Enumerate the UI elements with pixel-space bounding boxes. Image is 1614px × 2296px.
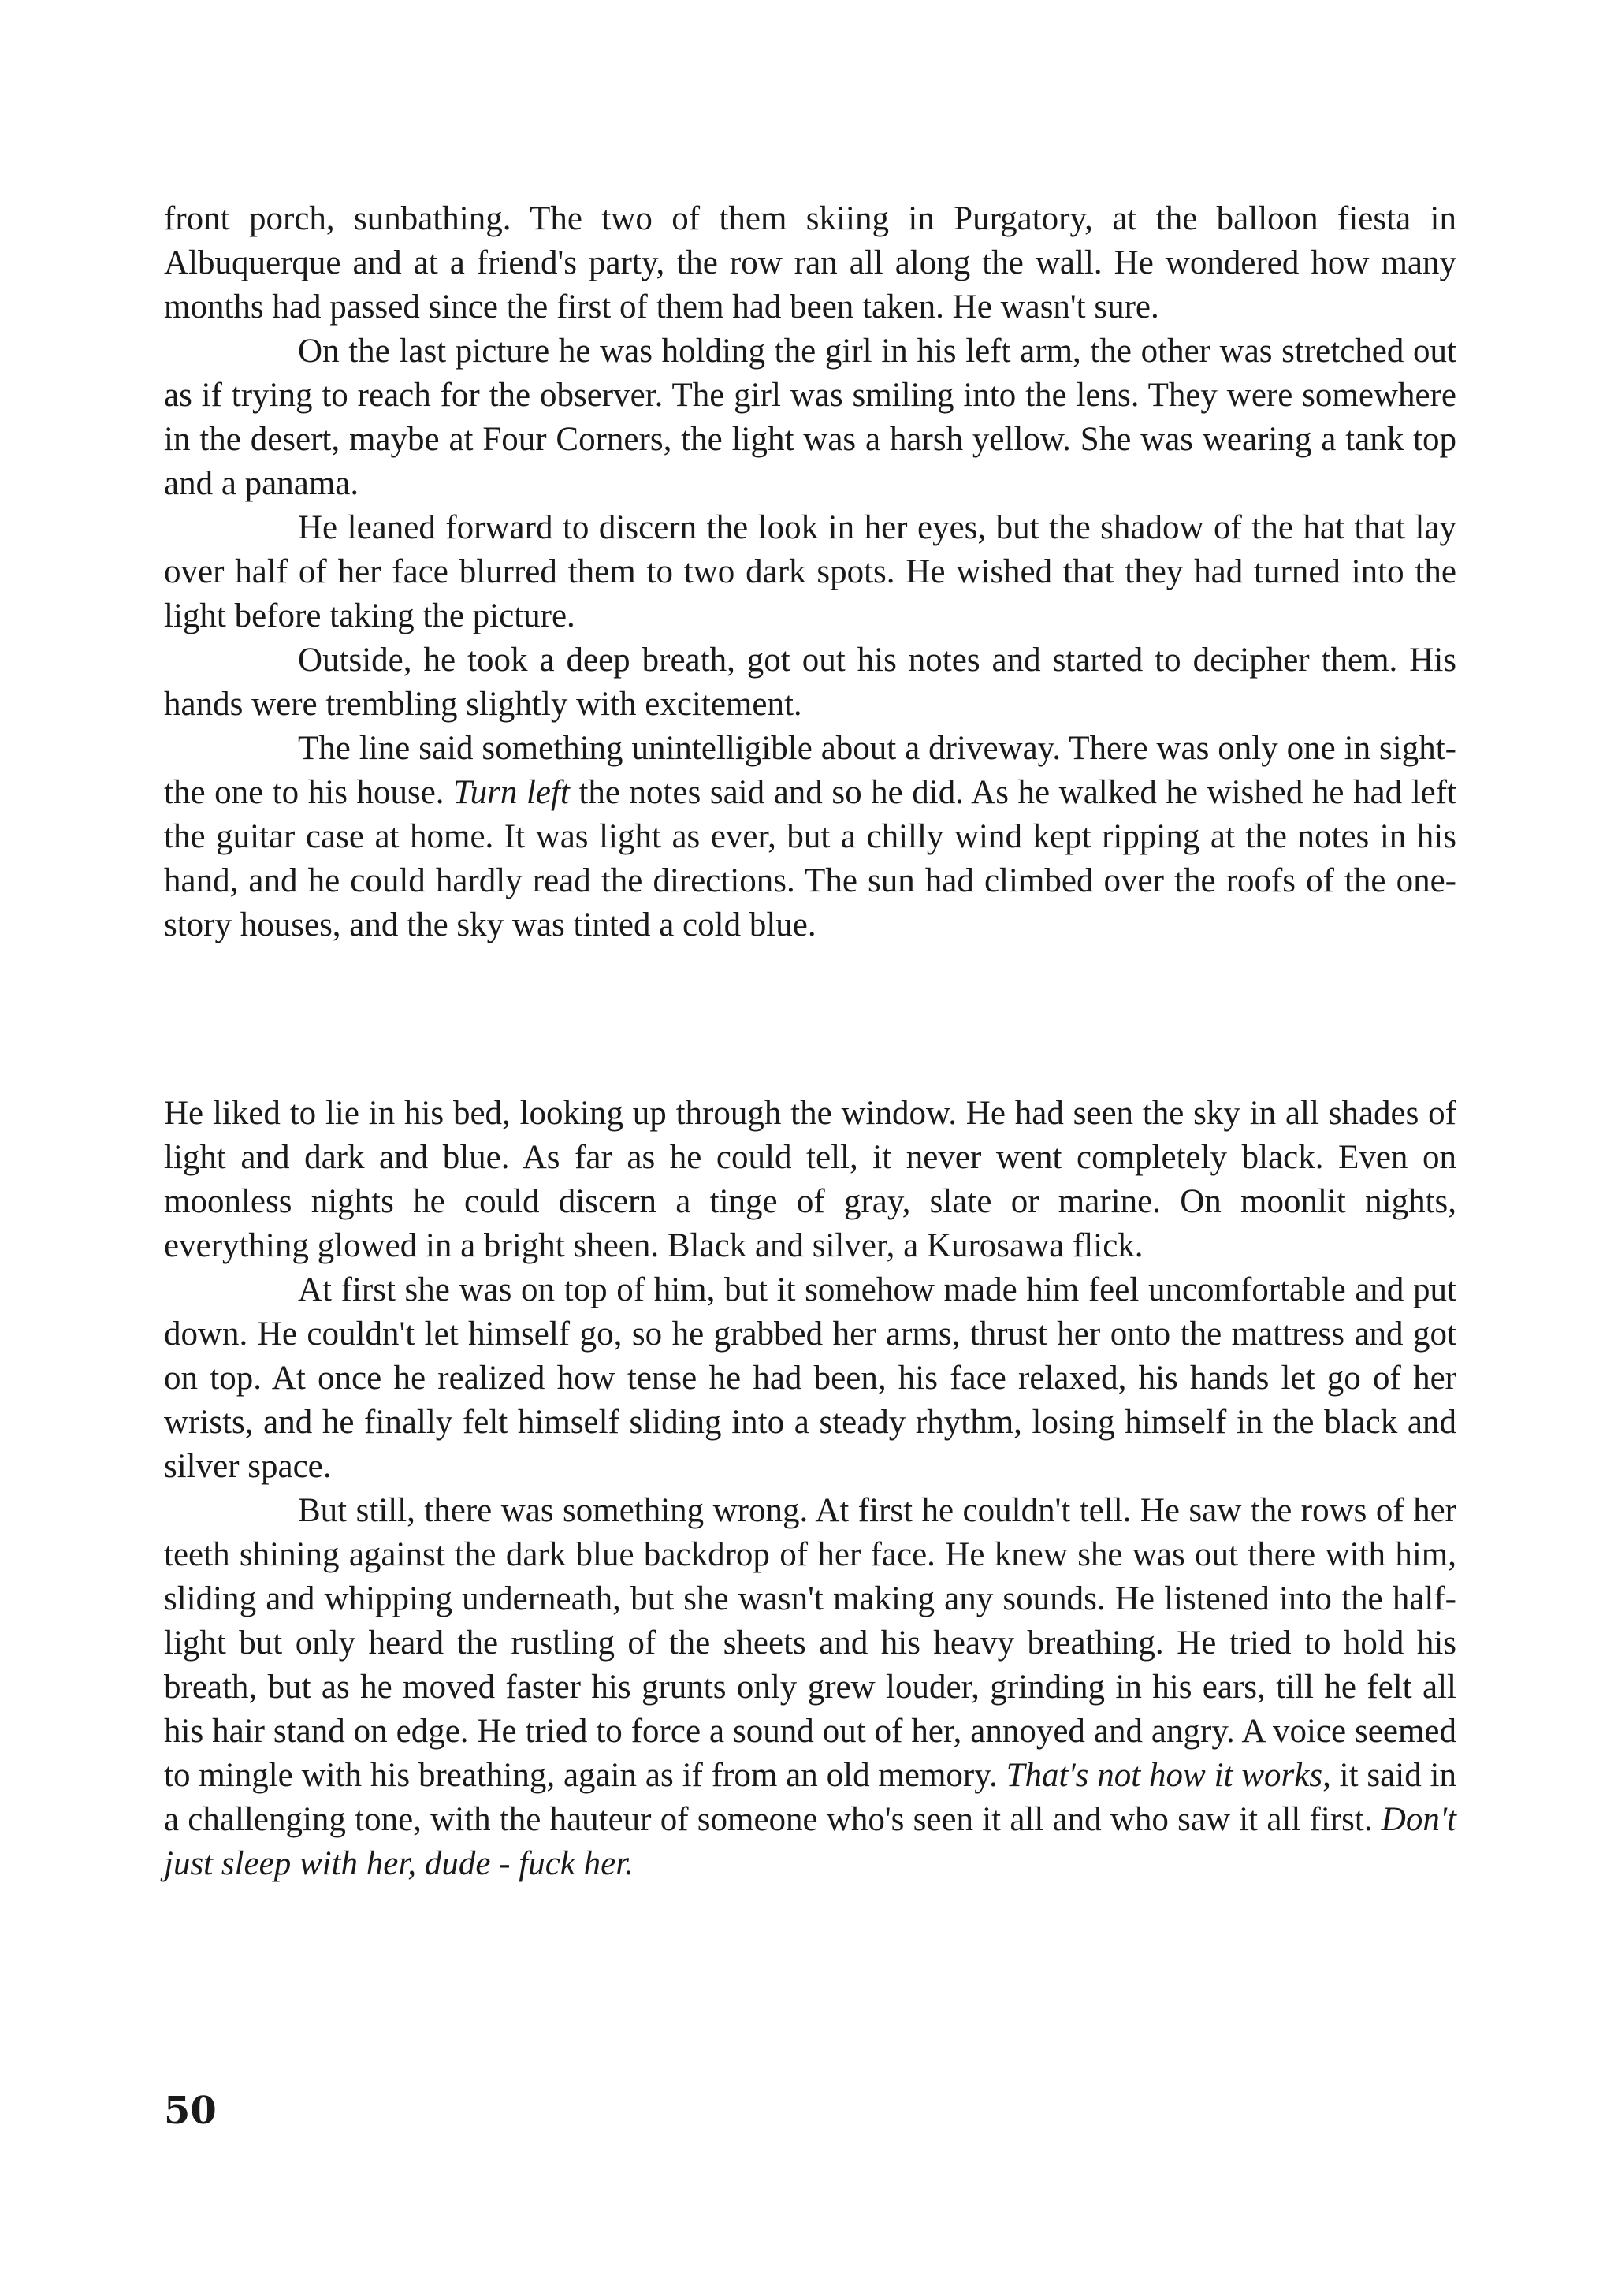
italic-text: Turn left [453, 774, 570, 811]
paragraph: He liked to lie in his bed, looking up through the window. He had seen the sky in all shades of light and dark and blue. As far as he could tell, it never went completely black. Even on moonless nights he could discern a tinge of gray, slate or marine. On moonlit nights, everything glowed in a bright sheen. Black and silver, a Kurosawa flick. [164, 1095, 1456, 1264]
paragraph: front porch, sunbathing. The two of them skiing in Purgatory, at the balloon fiesta in Albuquerque and at a friend's party, the row ran all along the wall. He wondered how many months had passed since the first of them had been taken. He wasn't sure. [164, 200, 1456, 326]
paragraph [164, 727, 1456, 947]
paragraph: At first she was on top of him, but it somehow made him feel uncomfortable and put down. He couldn't let himself go, so he grabbed her arms, thrust her onto the mattress and got on top. At once he realized how tense he had been, his face relaxed, his hands let go of her wrists, and he finally felt himself sliding into a steady rhythm, losing himself in the black and silver space. [164, 1271, 1456, 1485]
paragraph [164, 1489, 1456, 1886]
text-section-1 [164, 197, 1456, 947]
text-run: The line said something unintelligible about a driveway. There was only one in sight-the one to his house. [164, 730, 1456, 811]
text-section-2 [164, 1092, 1456, 1886]
paragraph: He leaned forward to discern the look in her eyes, but the shadow of the hat that lay over half of her face blurred them to two dark spots. He wished that they had turned into the light before taking the picture. [164, 509, 1456, 634]
page-number: 50 [164, 2089, 217, 2133]
italic-text: Don't just sleep with her, dude - fuck her. [164, 1801, 1456, 1882]
paragraph: On the last picture he was holding the girl in his left arm, the other was stretched out as if trying to reach for the observer. The girl was smiling into the lens. They were somewhere in the desert, maybe at Four Corners, the light was a harsh yellow. She was wearing a tank top and a panama. [164, 333, 1456, 502]
text-run: But still, there was something wrong. At first he couldn't tell. He saw the rows of her teeth shining against the dark blue backdrop of her face. He knew she was out there with him, sliding and whipping underneath, but she wasn't making any sounds. He listened into the half-light but only heard the rustling of the sheets and his heavy breathing. He tried to hold his breath, but as he moved faster his grunts only grew louder, grinding in his ears, till he felt all his hair stand on edge. He tried to force a sound out of her, annoyed and angry. A voice seemed to mingle with his breathing, again as if from an old memory. [164, 1492, 1456, 1794]
paragraph: Outside, he took a deep breath, got out his notes and started to decipher them. His hands were trembling slightly with excitement. [164, 642, 1456, 723]
text-run: the notes said and so he did. As he walked he wished he had left the guitar case at home. It was light as ever, but a chilly wind kept ripping at the notes in his hand, and he could hardly read the directions. The sun had climbed over the roofs of the one-story houses, and the sky was tinted a cold blue. [164, 774, 1456, 943]
text-run: , it said in a challenging tone, with the hauteur of someone who's seen it all and who saw it all first. [164, 1757, 1457, 1838]
italic-text: That's not how it works [1006, 1757, 1323, 1794]
